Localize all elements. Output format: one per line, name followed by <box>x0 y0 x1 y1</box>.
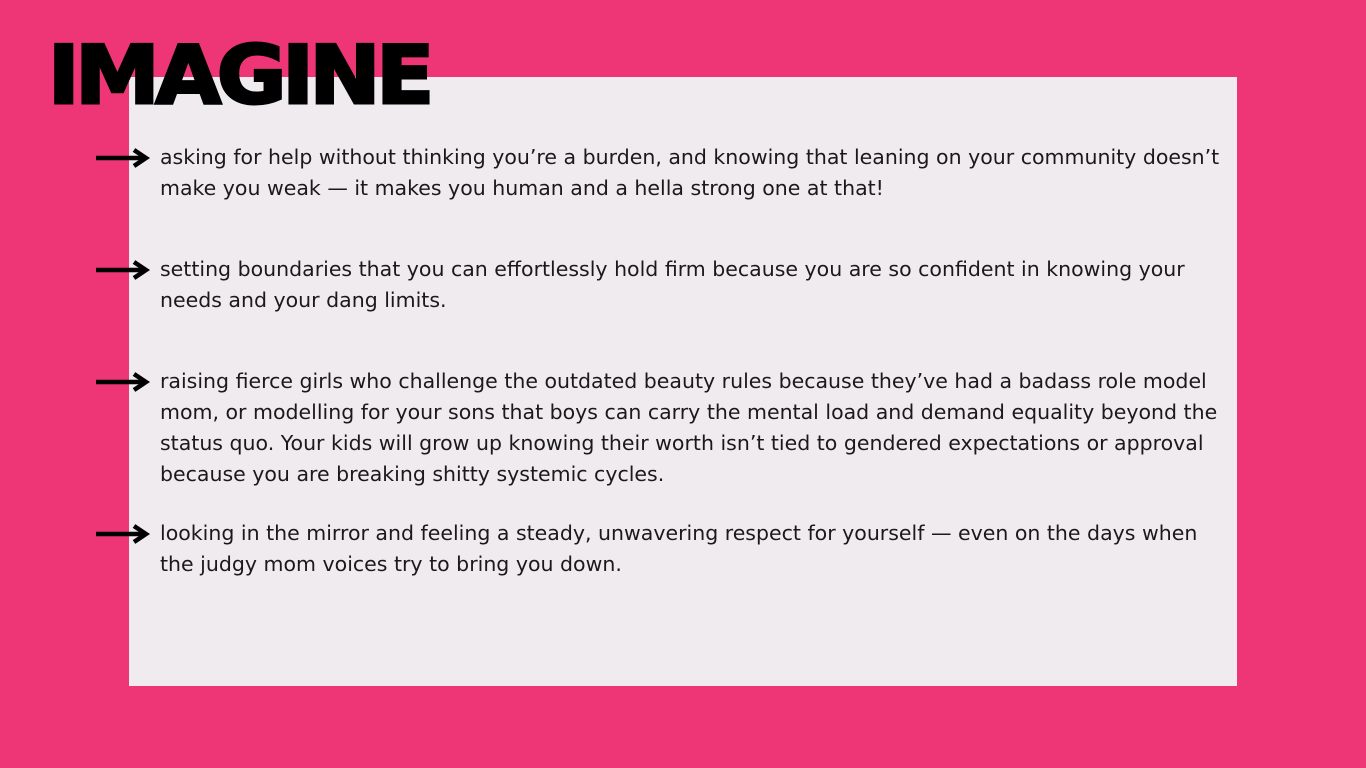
arrow-right-icon <box>96 142 160 173</box>
list-item <box>96 254 1226 316</box>
list-item-text: asking for help without thinking you’re a burden, and knowing that leaning on your community doesn’t make you weak — it makes you human and a hella strong one at that! <box>160 145 1220 200</box>
slide-title: IMAGINE <box>48 29 430 122</box>
list-item <box>96 366 1226 490</box>
arrow-right-icon <box>96 366 160 397</box>
list-item <box>96 142 1226 204</box>
list-item-text: raising fierce girls who challenge the outdated beauty rules because they’ve had a badass role model mom, or modelling for your sons that boys can carry the mental load and demand equality beyond the status quo. Your kids will grow up knowing their worth isn’t tied to gendered expectations or approval because you are breaking shitty systemic cycles. <box>160 369 1218 486</box>
list-item-text: looking in the mirror and feeling a steady, unwavering respect for yourself — even on the days when the judgy mom voices try to bring you down. <box>160 521 1198 576</box>
arrow-right-icon <box>96 518 160 549</box>
list-item-text: setting boundaries that you can effortlessly hold firm because you are so confident in knowing your needs and your dang limits. <box>160 257 1185 312</box>
list-item <box>96 518 1226 580</box>
arrow-right-icon <box>96 254 160 285</box>
